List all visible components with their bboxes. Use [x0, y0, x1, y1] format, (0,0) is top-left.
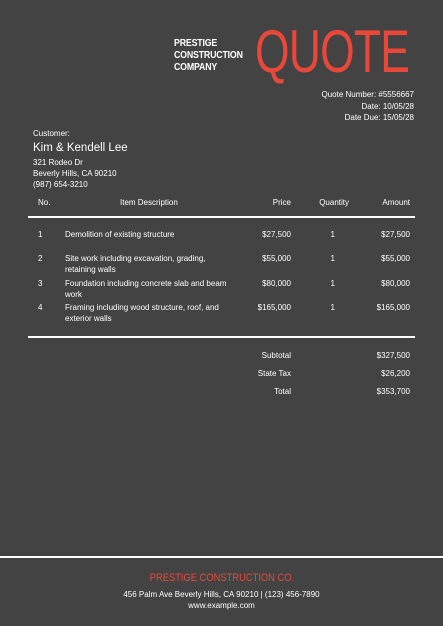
row-price: $80,000 [262, 279, 291, 288]
row-amount: $80,000 [381, 279, 410, 288]
footer-rule [0, 556, 443, 558]
total-value: $353,700 [376, 387, 410, 396]
row-price: $55,000 [262, 254, 291, 263]
row-quantity: 1 [330, 230, 335, 239]
company-name: PRESTIGE CONSTRUCTION COMPANY [174, 38, 243, 73]
row-amount: $27,500 [381, 230, 410, 239]
row-no: 4 [38, 303, 43, 312]
row-price: $27,500 [262, 230, 291, 239]
row-quantity: 1 [330, 254, 335, 263]
row-price: $165,000 [257, 303, 291, 312]
row-description: Demolition of existing structure [65, 230, 175, 239]
row-amount: $165,000 [376, 303, 410, 312]
header-price: Price [272, 198, 291, 207]
footer-company-text: PRESTIGE CONSTRUCTION CO. [149, 572, 294, 584]
quote-meta [321, 89, 414, 124]
total-label: Total [274, 387, 291, 396]
page-title: QUOTE [255, 18, 410, 85]
customer-name: Kim & Kendell Lee [33, 142, 128, 154]
header-description: Item Description [120, 198, 178, 207]
row-description: Site work including excavation, grading, retaining walls [65, 254, 206, 274]
quote-due-date: Date Due: 15/05/28 [344, 113, 414, 122]
customer-block [33, 128, 128, 190]
table-bottom-rule [28, 336, 415, 338]
row-description: Foundation including concrete slab and beam work [65, 279, 227, 299]
table-header-rule [28, 216, 415, 218]
row-no: 2 [38, 254, 43, 263]
table-header [28, 198, 415, 212]
tax-value: $26,200 [381, 369, 410, 378]
customer-address-line2: Beverly Hills, CA 90210 [33, 169, 117, 178]
customer-address-line1: 321 Rodeo Dr [33, 158, 83, 167]
footer-company [0, 572, 443, 584]
row-description: Framing including wood structure, roof, and exterior walls [65, 303, 219, 323]
row-no: 3 [38, 279, 43, 288]
customer-label: Customer: [33, 129, 70, 138]
footer-website[interactable]: www.example.com [188, 601, 255, 610]
row-no: 1 [38, 230, 43, 239]
tax-label: State Tax [257, 369, 291, 378]
footer-address: 456 Palm Ave Beverly Hills, CA 90210 | (123) 456-7890 [123, 590, 320, 599]
subtotal-label: Subtotal [261, 351, 291, 360]
customer-phone: (987) 654-3210 [33, 180, 88, 189]
header-amount: Amount [382, 198, 410, 207]
header-quantity: Quantity [319, 198, 349, 207]
header-no: No. [38, 198, 51, 207]
subtotal-value: $327,500 [376, 351, 410, 360]
row-amount: $55,000 [381, 254, 410, 263]
row-quantity: 1 [330, 303, 335, 312]
quote-number: Quote Number: #5556667 [321, 90, 414, 99]
quote-date: Date: 10/05/28 [361, 101, 414, 111]
row-quantity: 1 [330, 279, 335, 288]
